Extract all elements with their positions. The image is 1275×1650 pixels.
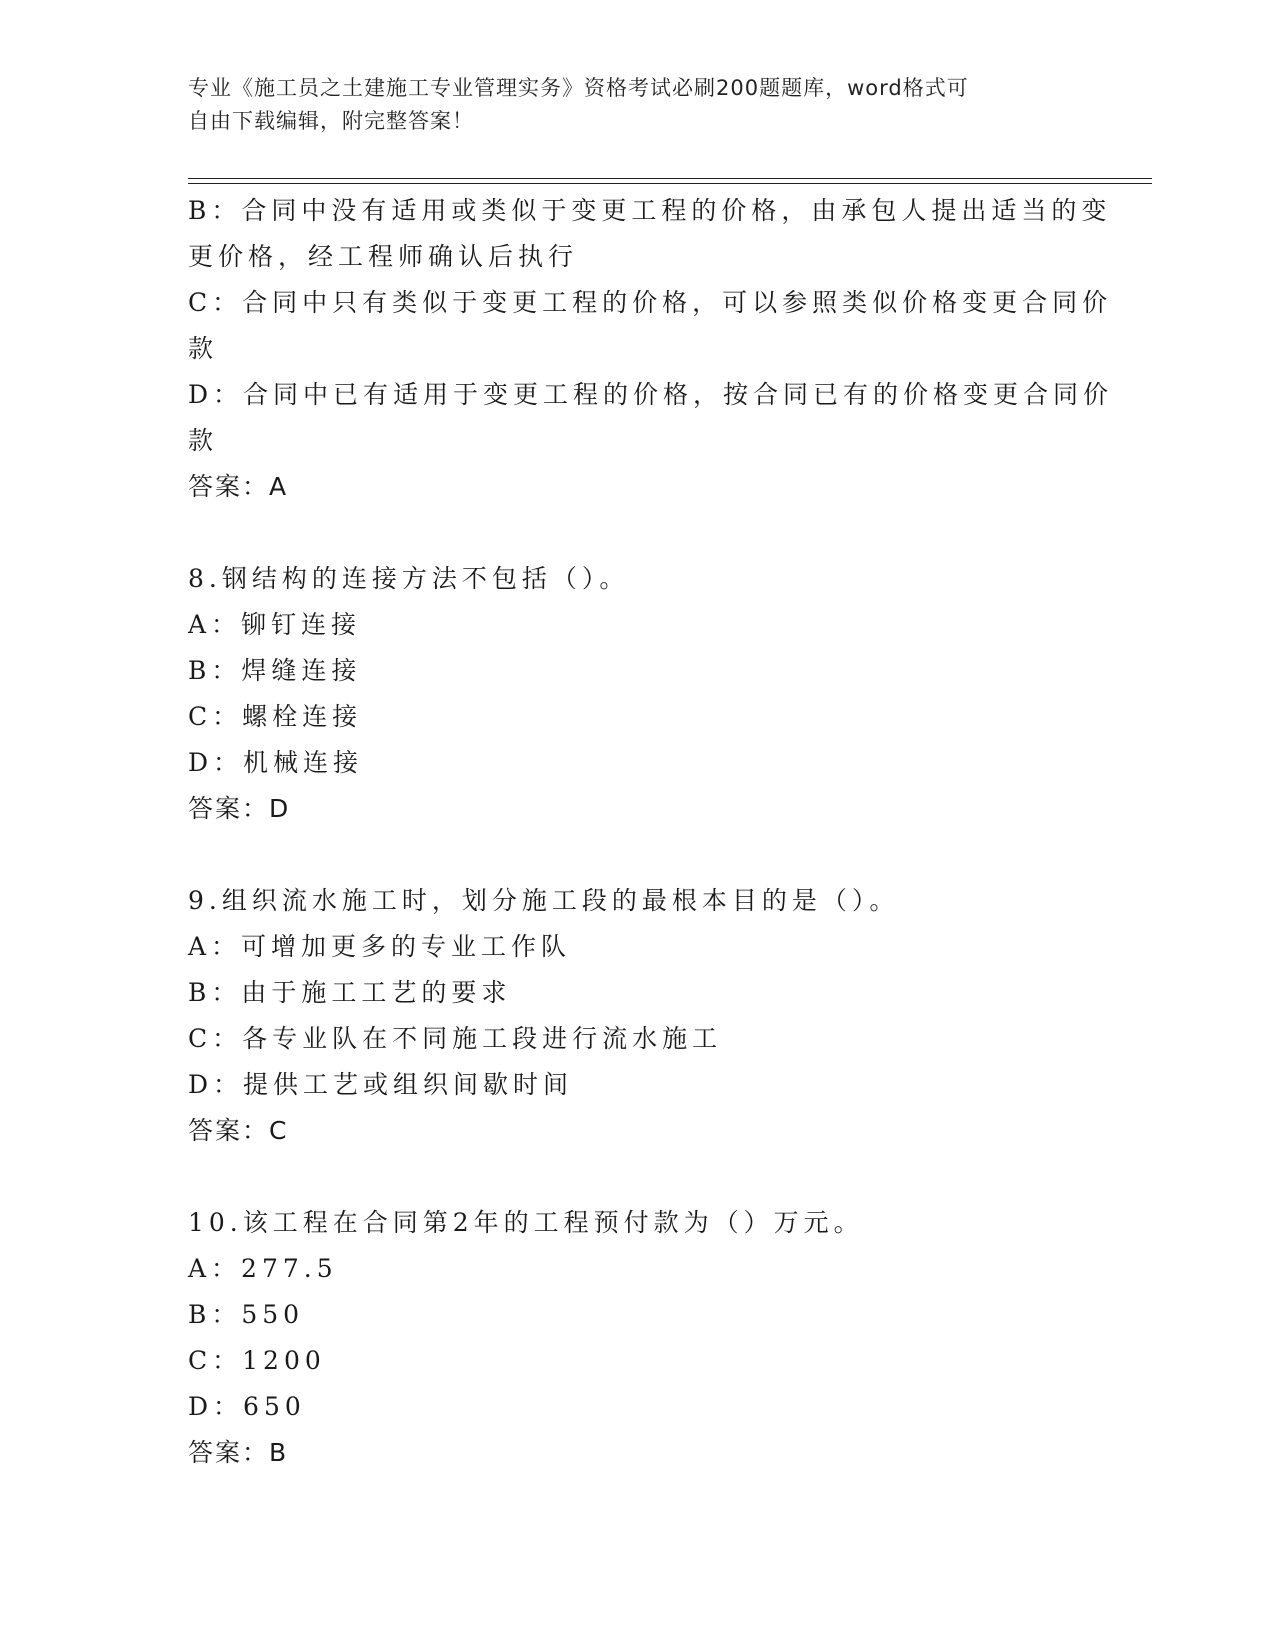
answer-8: 答案：D bbox=[188, 794, 291, 823]
option-c: C：各专业队在不同施工段进行流水施工 bbox=[188, 1024, 723, 1053]
answer-7: 答案：A bbox=[188, 472, 289, 501]
question-7-continued bbox=[188, 188, 1114, 510]
question-stem: 9.组织流水施工时，划分施工段的最根本目的是（）。 bbox=[188, 886, 900, 915]
option-b: B：由于施工工艺的要求 bbox=[188, 978, 512, 1007]
spacer bbox=[188, 510, 1088, 556]
document-header bbox=[188, 72, 1088, 138]
option-b: B：焊缝连接 bbox=[188, 656, 362, 685]
header-divider-bottom bbox=[188, 183, 1152, 184]
answer-10: 答案：B bbox=[188, 1438, 289, 1467]
spacer bbox=[188, 1154, 1088, 1200]
question-stem: 10.该工程在合同第2年的工程预付款为（）万元。 bbox=[188, 1208, 864, 1237]
option-a: A：可增加更多的专业工作队 bbox=[188, 932, 572, 961]
option-b-line-1: B：合同中没有适用或类似于变更工程的价格，由承包人提出适当的变 bbox=[188, 196, 1112, 225]
option-d: D：提供工艺或组织间歇时间 bbox=[188, 1070, 574, 1099]
answer-9: 答案：C bbox=[188, 1116, 289, 1145]
question-9 bbox=[188, 878, 1088, 1154]
header-line-1: 专业《施工员之土建施工专业管理实务》资格考试必刷200题题库，word格式可 bbox=[188, 76, 969, 100]
question-8 bbox=[188, 556, 1088, 832]
option-b-line-2: 更价格，经工程师确认后执行 bbox=[188, 242, 579, 271]
header-divider-top bbox=[188, 178, 1152, 179]
option-d: D：650 bbox=[188, 1392, 306, 1421]
option-d: D：机械连接 bbox=[188, 748, 364, 777]
option-d-line-1: D：合同中已有适用于变更工程的价格，按合同已有的价格变更合同价 bbox=[188, 380, 1114, 409]
option-a: A：铆钉连接 bbox=[188, 610, 362, 639]
spacer bbox=[188, 832, 1088, 878]
option-c-line-2: 款 bbox=[188, 334, 219, 363]
question-10 bbox=[188, 1200, 1088, 1476]
option-c: C：1200 bbox=[188, 1346, 326, 1375]
question-stem: 8.钢结构的连接方法不包括（）。 bbox=[188, 564, 630, 593]
option-a: A：277.5 bbox=[188, 1254, 338, 1283]
option-d-line-2: 款 bbox=[188, 426, 219, 455]
question-list bbox=[188, 188, 1114, 1476]
option-b: B：550 bbox=[188, 1300, 305, 1329]
option-c: C：螺栓连接 bbox=[188, 702, 363, 731]
header-line-2: 自由下载编辑，附完整答案！ bbox=[188, 109, 474, 133]
option-c-line-1: C：合同中只有类似于变更工程的价格，可以参照类似价格变更合同价 bbox=[188, 288, 1113, 317]
